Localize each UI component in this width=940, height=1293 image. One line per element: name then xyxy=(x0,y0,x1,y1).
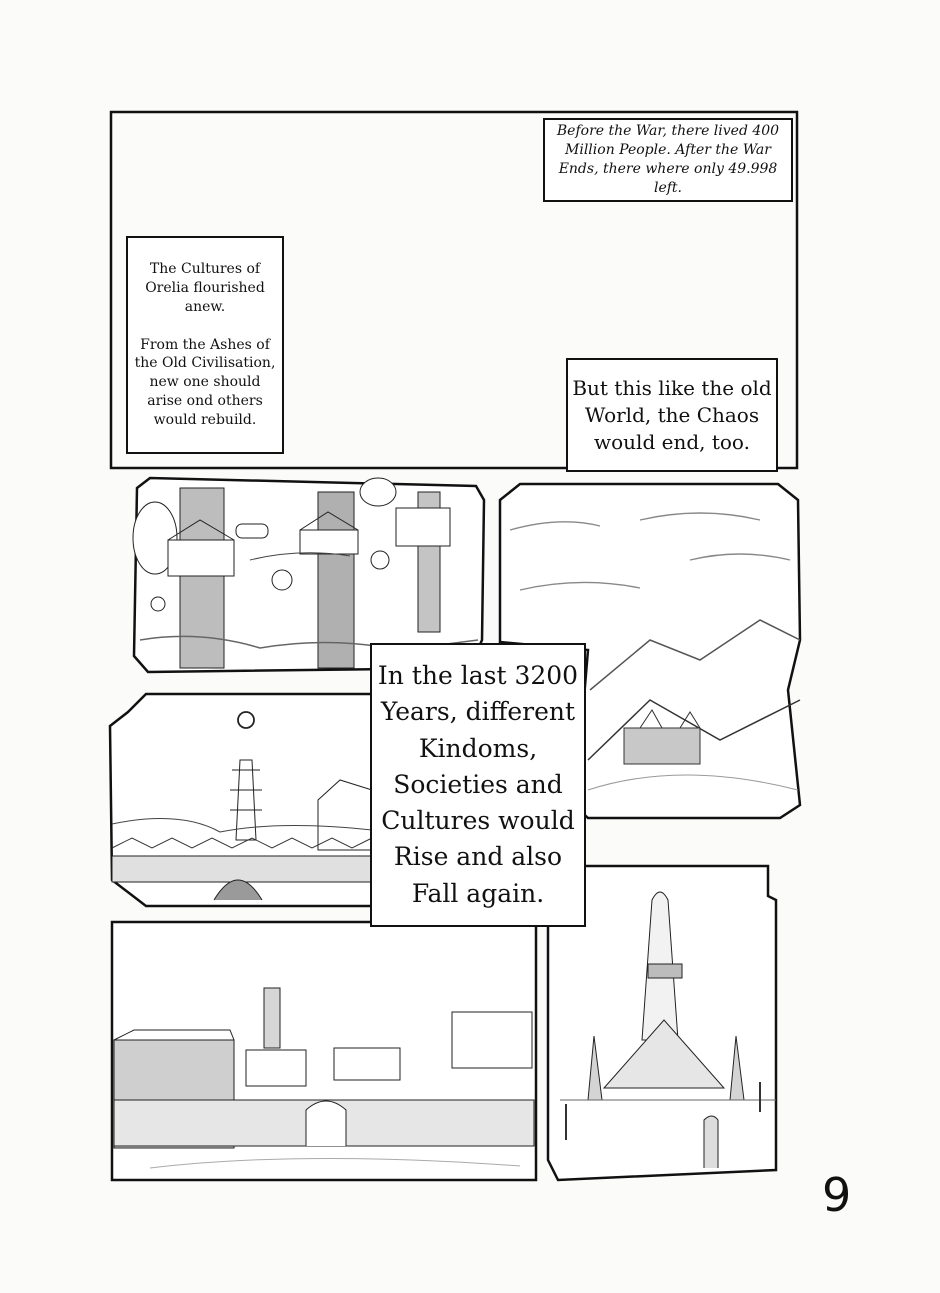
panel-pagoda-city xyxy=(110,694,372,906)
caption-war-population: Before the War, there lived 400 Million People. After the War Ends, there where only 49.998 left. xyxy=(543,118,793,202)
page-number: 9 xyxy=(822,1168,852,1222)
caption-3200-years: In the last 3200 Years, different Kindoms, Societies and Cultures would Rise and also Fall again. xyxy=(370,643,586,927)
caption-cultures-flourished: The Cultures of Orelia flourished anew. From the Ashes of the Old Civilisation, new one should arise ond others would rebuild. xyxy=(126,236,284,454)
caption-chaos-end: But this like the old World, the Chaos would end, too. xyxy=(566,358,778,472)
panel-walled-town xyxy=(112,922,536,1180)
